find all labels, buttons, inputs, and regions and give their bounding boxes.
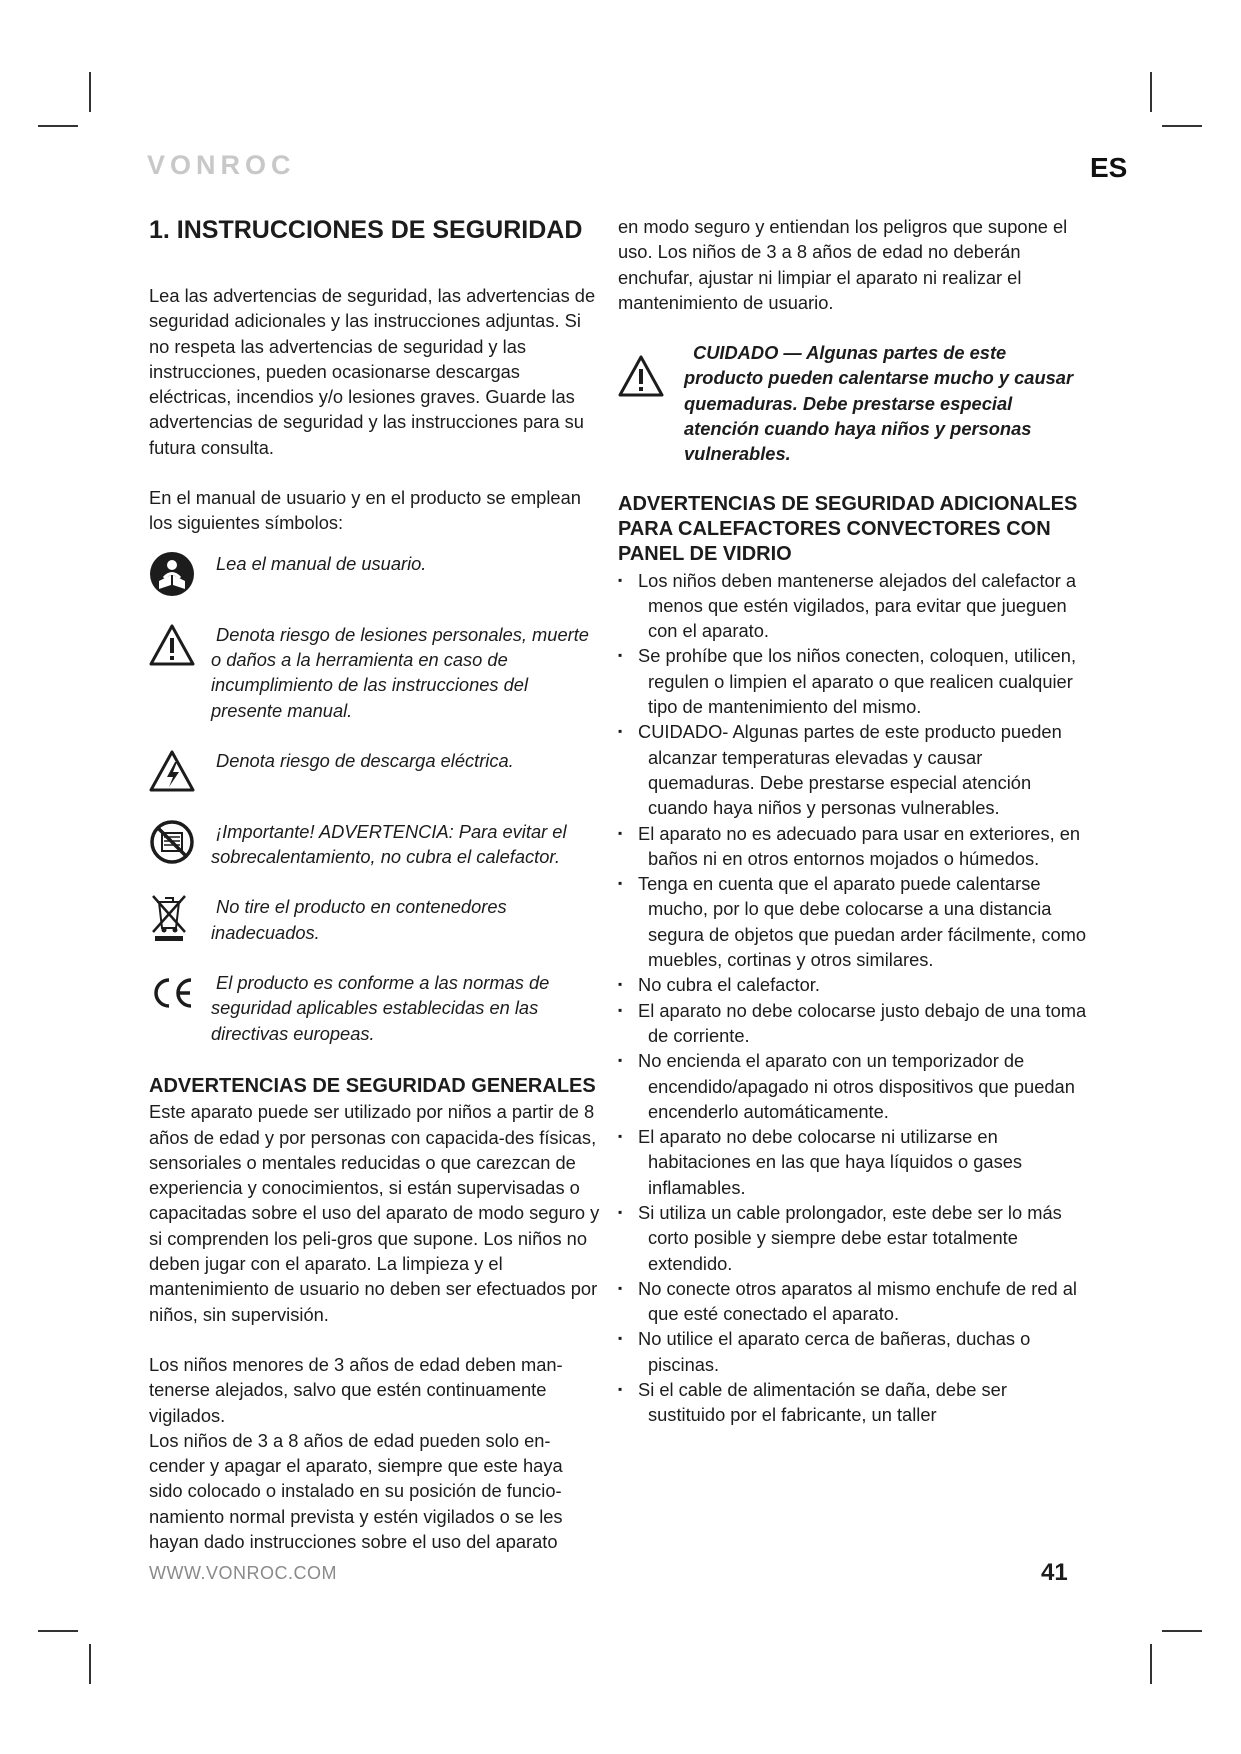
brand-logo: VONROC — [147, 150, 296, 180]
crop-mark — [89, 1644, 91, 1684]
list-item: ▪ El aparato no es adecuado para usar en exteriores, en baños ni en otros entornos mojados o húmedos. — [618, 821, 1088, 872]
symbol-row — [149, 894, 601, 945]
general-warnings-heading: ADVERTENCIAS DE SEGURIDAD GENERALES — [149, 1074, 596, 1097]
warnings-list — [618, 568, 1088, 1428]
general-paragraph: Los niños menores de 3 años de edad deben man-tenerse alejados, salvo que estén continuamente vigilados. — [149, 1353, 563, 1426]
crossed-bin-icon — [149, 894, 211, 940]
caution-block — [618, 340, 1088, 466]
list-item: ▪ Si utiliza un cable prolongador, este debe ser lo más corto posible y siempre debe estar totalmente extendido. — [618, 1200, 1088, 1276]
symbol-row — [149, 551, 601, 597]
list-item: ▪ No utilice el aparato cerca de bañeras, duchas o piscinas. — [618, 1326, 1088, 1377]
read-manual-icon — [149, 551, 211, 597]
warning-triangle-icon — [618, 340, 684, 466]
symbol-text: Denota riesgo de lesiones personales, muerte o daños a la herramienta en caso de incumplimiento de las instrucciones del presente manual. — [211, 623, 589, 721]
general-paragraph: Los niños de 3 a 8 años de edad pueden solo en-cender y apagar el aparato, siempre que este haya sido colocado o instalado en su posición de funcio-namiento normal prevista y estén vigilados o se les hayan dado instrucciones sobre el uso del aparato — [149, 1429, 563, 1552]
list-item: ▪ Tenga en cuenta que el aparato puede calentarse mucho, por lo que debe colocarse a una distancia segura de objetos que puedan arder fácilmente, como muebles, cortinas y otros similares. — [618, 871, 1088, 972]
list-item: ▪ Los niños deben mantenerse alejados del calefactor a menos que estén vigilados, para evitar que jueguen con el aparato. — [618, 568, 1088, 644]
do-not-cover-icon — [149, 819, 211, 865]
crop-mark — [89, 72, 91, 112]
warning-triangle-icon — [149, 622, 211, 668]
crop-mark — [38, 125, 78, 127]
symbol-row — [149, 748, 601, 794]
right-column — [618, 214, 1088, 1428]
symbol-row — [149, 819, 601, 870]
intro-paragraph: Lea las advertencias de seguridad, las advertencias de seguridad adicionales y las instrucciones adjuntas. Si no respeta las advertencias de seguridad y las instrucciones, pueden ocasionarse descargas eléctricas, incendios y/o lesiones graves. Guarde las advertencias de seguridad y las instrucciones para su futura consulta. — [149, 285, 596, 458]
list-item: ▪ Si el cable de alimentación se daña, debe ser sustituido por el fabricante, un taller — [618, 1377, 1088, 1428]
list-item: ▪ El aparato no debe colocarse justo debajo de una toma de corriente. — [618, 998, 1088, 1049]
symbols-intro: En el manual de usuario y en el producto se emplean los siguientes símbolos: — [149, 487, 581, 534]
left-column — [149, 214, 601, 1554]
electric-shock-icon — [149, 748, 211, 794]
symbol-text: Lea el manual de usuario. — [216, 552, 427, 574]
symbol-text: El producto es conforme a las normas de seguridad aplicables establecidas en las directivas europeas. — [211, 972, 550, 1044]
language-code: ES — [1090, 152, 1128, 183]
caution-text: CUIDADO — Algunas partes de este producto pueden calentarse mucho y causar quemaduras. Debe prestarse especial atención cuando haya niños y personas vulnerables. — [684, 342, 1074, 465]
page-number: 41 — [1041, 1559, 1068, 1586]
ce-mark-icon — [149, 970, 211, 1016]
crop-mark — [38, 1630, 78, 1632]
symbol-text: No tire el producto en contenedores inadecuados. — [211, 896, 507, 943]
symbol-row — [149, 622, 601, 723]
additional-warnings-heading: ADVERTENCIAS DE SEGURIDAD ADICIONALES PARA CALEFACTORES CONVECTORES CON PANEL DE VIDRIO — [618, 492, 1078, 566]
section-title: 1. INSTRUCCIONES DE SEGURIDAD — [149, 216, 583, 244]
list-item: ▪ Se prohíbe que los niños conecten, coloquen, utilicen, regulen o limpien el aparato o que realicen cualquier tipo de mantenimiento del mismo. — [618, 643, 1088, 719]
crop-mark — [1150, 1644, 1152, 1684]
crop-mark — [1162, 1630, 1202, 1632]
list-item: ▪ No encienda el aparato con un temporizador de encendido/apagado ni otros dispositivos que puedan encenderlo automáticamente. — [618, 1048, 1088, 1124]
crop-mark — [1162, 125, 1202, 127]
continuation-paragraph: en modo seguro y entiendan los peligros que supone el uso. Los niños de 3 a 8 años de edad no deberán enchufar, ajustar ni limpiar el aparato ni realizar el mantenimiento de usuario. — [618, 216, 1068, 313]
symbol-text: Denota riesgo de descarga eléctrica. — [216, 749, 514, 771]
list-item: ▪ CUIDADO- Algunas partes de este producto pueden alcanzar temperaturas elevadas y causar quemaduras. Debe prestarse especial atención cuando haya niños y personas vulnerables. — [618, 719, 1088, 820]
list-item: ▪ No cubra el calefactor. — [618, 972, 1088, 997]
symbol-text: ¡Importante! ADVERTENCIA: Para evitar el sobrecalentamiento, no cubra el calefactor. — [211, 820, 567, 868]
list-item: ▪ No conecte otros aparatos al mismo enchufe de red al que esté conectado el aparato. — [618, 1276, 1088, 1327]
general-paragraph: Este aparato puede ser utilizado por niños a partir de 8 años de edad y por personas con capacida-des físicas, sensoriales o mentales reducidas o que carezcan de experiencia y conocimientos, si están supervisadas o capacitadas sobre el uso del aparato de modo seguro y si comprenden los peli-gros que supone. Los niños no deben jugar con el aparato. La limpieza y el mantenimiento de usuario no deben ser efectuados por niños, sin supervisión. — [149, 1101, 600, 1325]
symbol-row — [149, 970, 601, 1046]
crop-mark — [1150, 72, 1152, 112]
footer-url: WWW.VONROC.COM — [149, 1563, 337, 1583]
list-item: ▪ El aparato no debe colocarse ni utilizarse en habitaciones en las que haya líquidos o gases inflamables. — [618, 1124, 1088, 1200]
